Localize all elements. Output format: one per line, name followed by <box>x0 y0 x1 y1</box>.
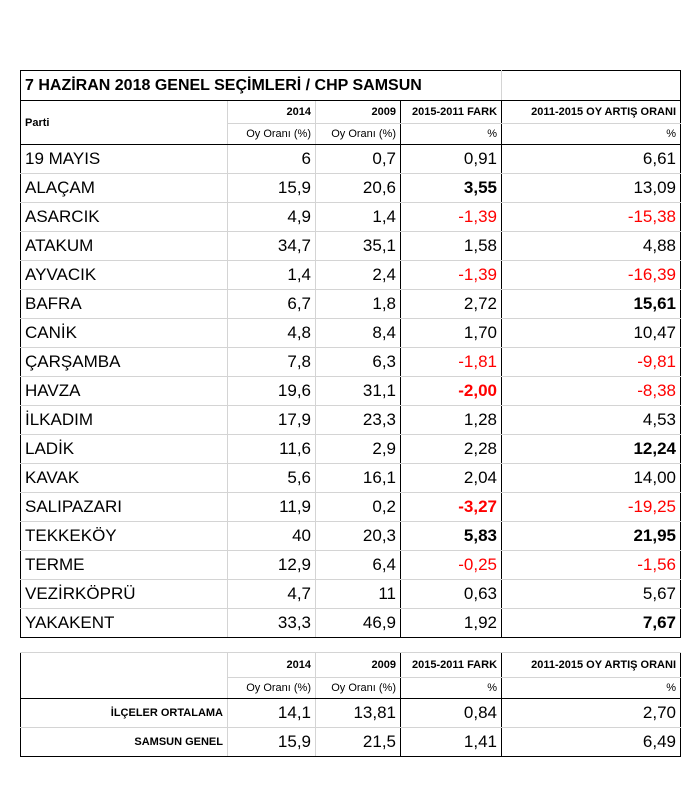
value-2009: 16,1 <box>316 464 401 493</box>
value-diff: 0,91 <box>401 145 502 174</box>
table-row <box>21 609 681 638</box>
district-name: AYVACIK <box>21 261 228 290</box>
value-2014: 1,4 <box>228 261 316 290</box>
district-name: ALAÇAM <box>21 174 228 203</box>
value-rate: -15,38 <box>502 203 681 232</box>
summary-subheader-2009: Oy Oranı (%) <box>316 678 401 699</box>
value-rate: 14,00 <box>502 464 681 493</box>
value-diff: 5,83 <box>401 522 502 551</box>
value-diff: -3,27 <box>401 493 502 522</box>
district-name: KAVAK <box>21 464 228 493</box>
value-rate: 12,24 <box>502 435 681 464</box>
value-2009: 23,3 <box>316 406 401 435</box>
summary-row <box>21 699 681 728</box>
district-name: ASARCIK <box>21 203 228 232</box>
summary-header-rate: 2011-2015 OY ARTIŞ ORANI <box>502 653 681 678</box>
district-name: TERME <box>21 551 228 580</box>
value-diff: 2,72 <box>401 290 502 319</box>
table-row <box>21 435 681 464</box>
district-name: BAFRA <box>21 290 228 319</box>
value-diff: 1,92 <box>401 609 502 638</box>
header-2009: 2009 <box>316 101 401 124</box>
subheader-rate: % <box>502 124 681 145</box>
header-diff: 2015-2011 FARK <box>401 101 502 124</box>
table-row <box>21 174 681 203</box>
value-rate: 6,61 <box>502 145 681 174</box>
value-2014: 11,6 <box>228 435 316 464</box>
header-rate: 2011-2015 OY ARTIŞ ORANI <box>502 101 681 124</box>
value-2014: 34,7 <box>228 232 316 261</box>
value-rate: 15,61 <box>502 290 681 319</box>
district-name: VEZİRKÖPRÜ <box>21 580 228 609</box>
summary-subheader-rate: % <box>502 678 681 699</box>
value-2009: 2,4 <box>316 261 401 290</box>
summary-rate: 6,49 <box>502 728 681 757</box>
summary-2014: 15,9 <box>228 728 316 757</box>
value-2014: 11,9 <box>228 493 316 522</box>
value-diff: -1,39 <box>401 261 502 290</box>
table-row <box>21 406 681 435</box>
value-rate: -19,25 <box>502 493 681 522</box>
value-2014: 4,7 <box>228 580 316 609</box>
district-name: HAVZA <box>21 377 228 406</box>
value-2009: 20,6 <box>316 174 401 203</box>
value-2009: 2,9 <box>316 435 401 464</box>
value-2014: 33,3 <box>228 609 316 638</box>
header-2014: 2014 <box>228 101 316 124</box>
table-row <box>21 348 681 377</box>
value-diff: 1,70 <box>401 319 502 348</box>
summary-header-2009: 2009 <box>316 653 401 678</box>
district-name: YAKAKENT <box>21 609 228 638</box>
summary-2009: 21,5 <box>316 728 401 757</box>
table-row <box>21 261 681 290</box>
summary-label: İLÇELER ORTALAMA <box>21 699 228 728</box>
value-rate: 5,67 <box>502 580 681 609</box>
value-rate: -8,38 <box>502 377 681 406</box>
table-row <box>21 493 681 522</box>
value-2014: 6 <box>228 145 316 174</box>
district-name: SALIPAZARI <box>21 493 228 522</box>
table-row <box>21 203 681 232</box>
value-diff: -1,81 <box>401 348 502 377</box>
table-row <box>21 145 681 174</box>
value-2014: 40 <box>228 522 316 551</box>
value-rate: -1,56 <box>502 551 681 580</box>
summary-label: SAMSUN GENEL <box>21 728 228 757</box>
value-rate: -9,81 <box>502 348 681 377</box>
summary-header-2014: 2014 <box>228 653 316 678</box>
results-table <box>20 70 681 757</box>
value-2009: 0,2 <box>316 493 401 522</box>
value-diff: -1,39 <box>401 203 502 232</box>
value-2009: 35,1 <box>316 232 401 261</box>
value-2014: 4,8 <box>228 319 316 348</box>
value-rate: -16,39 <box>502 261 681 290</box>
value-rate: 4,53 <box>502 406 681 435</box>
value-2009: 1,8 <box>316 290 401 319</box>
district-name: 19 MAYIS <box>21 145 228 174</box>
value-2009: 0,7 <box>316 145 401 174</box>
summary-diff: 1,41 <box>401 728 502 757</box>
value-2014: 7,8 <box>228 348 316 377</box>
table-row <box>21 319 681 348</box>
value-diff: -0,25 <box>401 551 502 580</box>
district-name: LADİK <box>21 435 228 464</box>
summary-header-blank <box>21 653 228 699</box>
value-2009: 6,3 <box>316 348 401 377</box>
sheet-title: 7 HAZİRAN 2018 GENEL SEÇİMLERİ / CHP SAMSUN <box>21 71 502 101</box>
district-name: ATAKUM <box>21 232 228 261</box>
summary-2014: 14,1 <box>228 699 316 728</box>
table-row <box>21 290 681 319</box>
district-name: TEKKEKÖY <box>21 522 228 551</box>
table-row <box>21 377 681 406</box>
value-2014: 4,9 <box>228 203 316 232</box>
value-2009: 20,3 <box>316 522 401 551</box>
value-2009: 31,1 <box>316 377 401 406</box>
table-row <box>21 551 681 580</box>
value-2014: 12,9 <box>228 551 316 580</box>
value-2009: 8,4 <box>316 319 401 348</box>
district-name: CANİK <box>21 319 228 348</box>
value-diff: 1,28 <box>401 406 502 435</box>
subheader-2009: Oy Oranı (%) <box>316 124 401 145</box>
summary-subheader-diff: % <box>401 678 502 699</box>
title-empty-cell <box>502 71 681 101</box>
subheader-2014: Oy Oranı (%) <box>228 124 316 145</box>
district-name: İLKADIM <box>21 406 228 435</box>
value-rate: 13,09 <box>502 174 681 203</box>
value-rate: 7,67 <box>502 609 681 638</box>
value-diff: 2,04 <box>401 464 502 493</box>
value-2009: 46,9 <box>316 609 401 638</box>
value-diff: 0,63 <box>401 580 502 609</box>
value-diff: 1,58 <box>401 232 502 261</box>
summary-rate: 2,70 <box>502 699 681 728</box>
summary-diff: 0,84 <box>401 699 502 728</box>
value-diff: 2,28 <box>401 435 502 464</box>
summary-row <box>21 728 681 757</box>
value-rate: 4,88 <box>502 232 681 261</box>
value-2014: 15,9 <box>228 174 316 203</box>
party-header: Parti <box>21 101 228 145</box>
value-2014: 17,9 <box>228 406 316 435</box>
table-row <box>21 580 681 609</box>
summary-2009: 13,81 <box>316 699 401 728</box>
election-results-sheet <box>20 70 680 757</box>
summary-header-diff: 2015-2011 FARK <box>401 653 502 678</box>
table-row <box>21 232 681 261</box>
value-2014: 6,7 <box>228 290 316 319</box>
value-diff: 3,55 <box>401 174 502 203</box>
summary-header-row <box>21 653 681 678</box>
summary-subheader-2014: Oy Oranı (%) <box>228 678 316 699</box>
value-diff: -2,00 <box>401 377 502 406</box>
value-rate: 10,47 <box>502 319 681 348</box>
district-name: ÇARŞAMBA <box>21 348 228 377</box>
value-2009: 11 <box>316 580 401 609</box>
value-2009: 1,4 <box>316 203 401 232</box>
value-rate: 21,95 <box>502 522 681 551</box>
subheader-diff: % <box>401 124 502 145</box>
table-row <box>21 522 681 551</box>
value-2009: 6,4 <box>316 551 401 580</box>
value-2014: 5,6 <box>228 464 316 493</box>
title-row <box>21 71 681 101</box>
spacer-row <box>21 638 681 653</box>
header-row <box>21 101 681 124</box>
table-row <box>21 464 681 493</box>
value-2014: 19,6 <box>228 377 316 406</box>
